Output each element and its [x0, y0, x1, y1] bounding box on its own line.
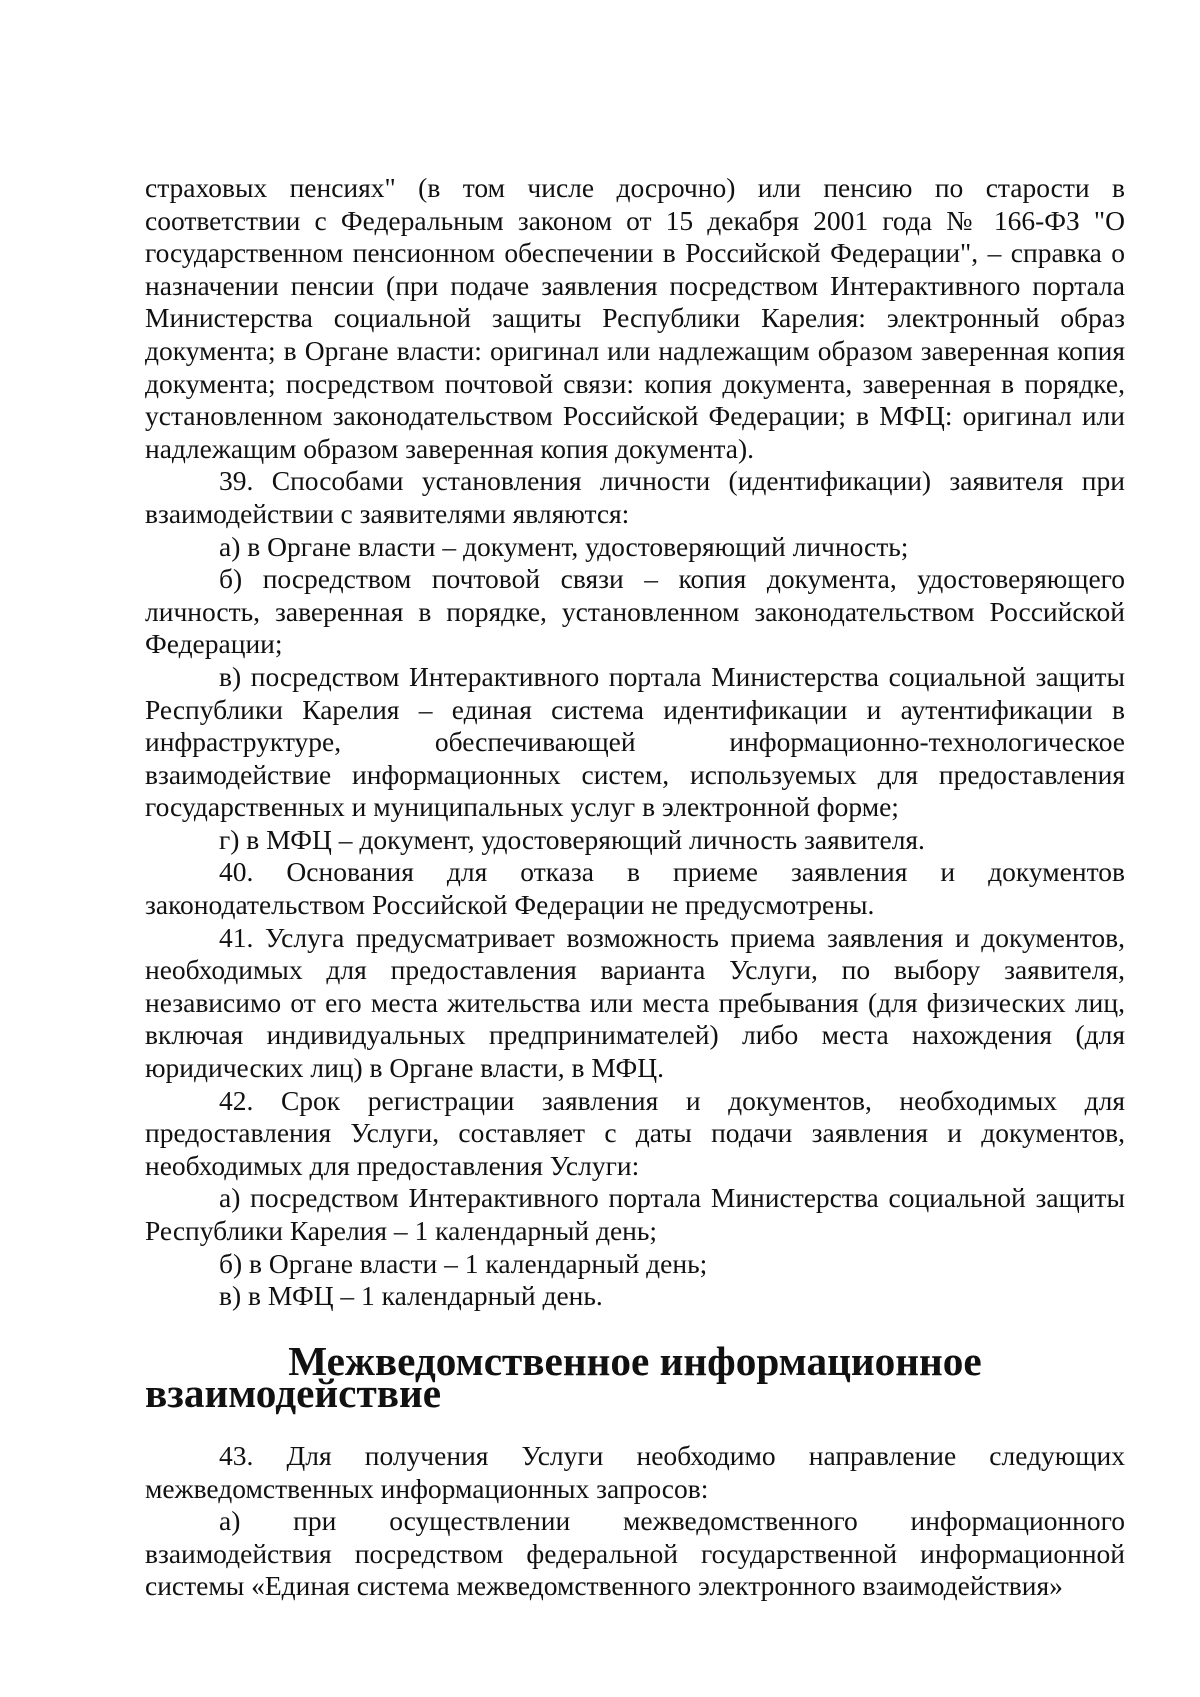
paragraph-42-b: б) в Органе власти – 1 календарный день;: [219, 1247, 708, 1279]
section-heading: Межведомственное информационное взаимодействие: [145, 1337, 982, 1417]
paragraph-39-a: а) в Органе власти – документ, удостоверяющий личность;: [219, 530, 909, 562]
paragraph-43-a: а) при осуществлении межведомственного информационного взаимодействия посредством федеральной государственной информационной системы «Единая система межведомственного электронного взаимодействия»: [145, 1505, 1125, 1602]
paragraph-39-v: в) посредством Интерактивного портала Министерства социальной защиты Республики Карелия – единая система идентификации и аутентификации в инфраструктуре, обеспечивающей информационно-технологическое взаимодействие информационных систем, используемых для предоставления государственных и муниципальных услуг в электронной форме;: [145, 660, 1125, 823]
paragraph-41: 41. Услуга предусматривает возможность приема заявления и документов, необходимых для предоставления варианта Услуги, по выбору заявителя, независимо от его места жительства или места пребывания (для физических лиц, включая индивидуальных предпринимателей) либо места нахождения (для юридических лиц) в Органе власти, в МФЦ.: [145, 921, 1125, 1084]
paragraph-39: 39. Способами установления личности (идентификации) заявителя при взаимодействии с заявителями являются:: [145, 465, 1125, 529]
paragraph-39-g: г) в МФЦ – документ, удостоверяющий личность заявителя.: [219, 823, 925, 855]
paragraph-continuation: страховых пенсиях" (в том числе досрочно) или пенсию по старости в соответствии с Федеральным законом от 15 декабря 2001 года № 166-ФЗ "О государственном пенсионном обеспечении в Российской Федерации", – справка о назначении пенсии (при подаче заявления посредством Интерактивного портала Министерства социальной защиты Республики Карелия: электронный образ документа; в Органе власти: оригинал или надлежащим образом заверенная копия документа; посредством почтовой связи: копия документа, заверенная в порядке, установленном законодательством Российской Федерации; в МФЦ: оригинал или надлежащим образом заверенная копия документа).: [145, 172, 1125, 464]
paragraph-43: 43. Для получения Услуги необходимо направление следующих межведомственных информационных запросов:: [145, 1439, 1125, 1504]
paragraph-40: 40. Основания для отказа в приеме заявления и документов законодательством Российской Федерации не предусмотрены.: [145, 856, 1125, 921]
document-page: [145, 172, 1125, 1603]
paragraph-42-a: а) посредством Интерактивного портала Министерства социальной защиты Республики Карелия – 1 календарный день;: [145, 1182, 1125, 1246]
paragraph-42: 42. Срок регистрации заявления и документов, необходимых для предоставления Услуги, составляет с даты подачи заявления и документов, необходимых для предоставления Услуги:: [145, 1084, 1125, 1181]
paragraph-42-v: в) в МФЦ – 1 календарный день.: [219, 1280, 603, 1312]
paragraph-39-b: б) посредством почтовой связи – копия документа, удостоверяющего личность, заверенная в порядке, установленном законодательством Российской Федерации;: [145, 563, 1125, 660]
